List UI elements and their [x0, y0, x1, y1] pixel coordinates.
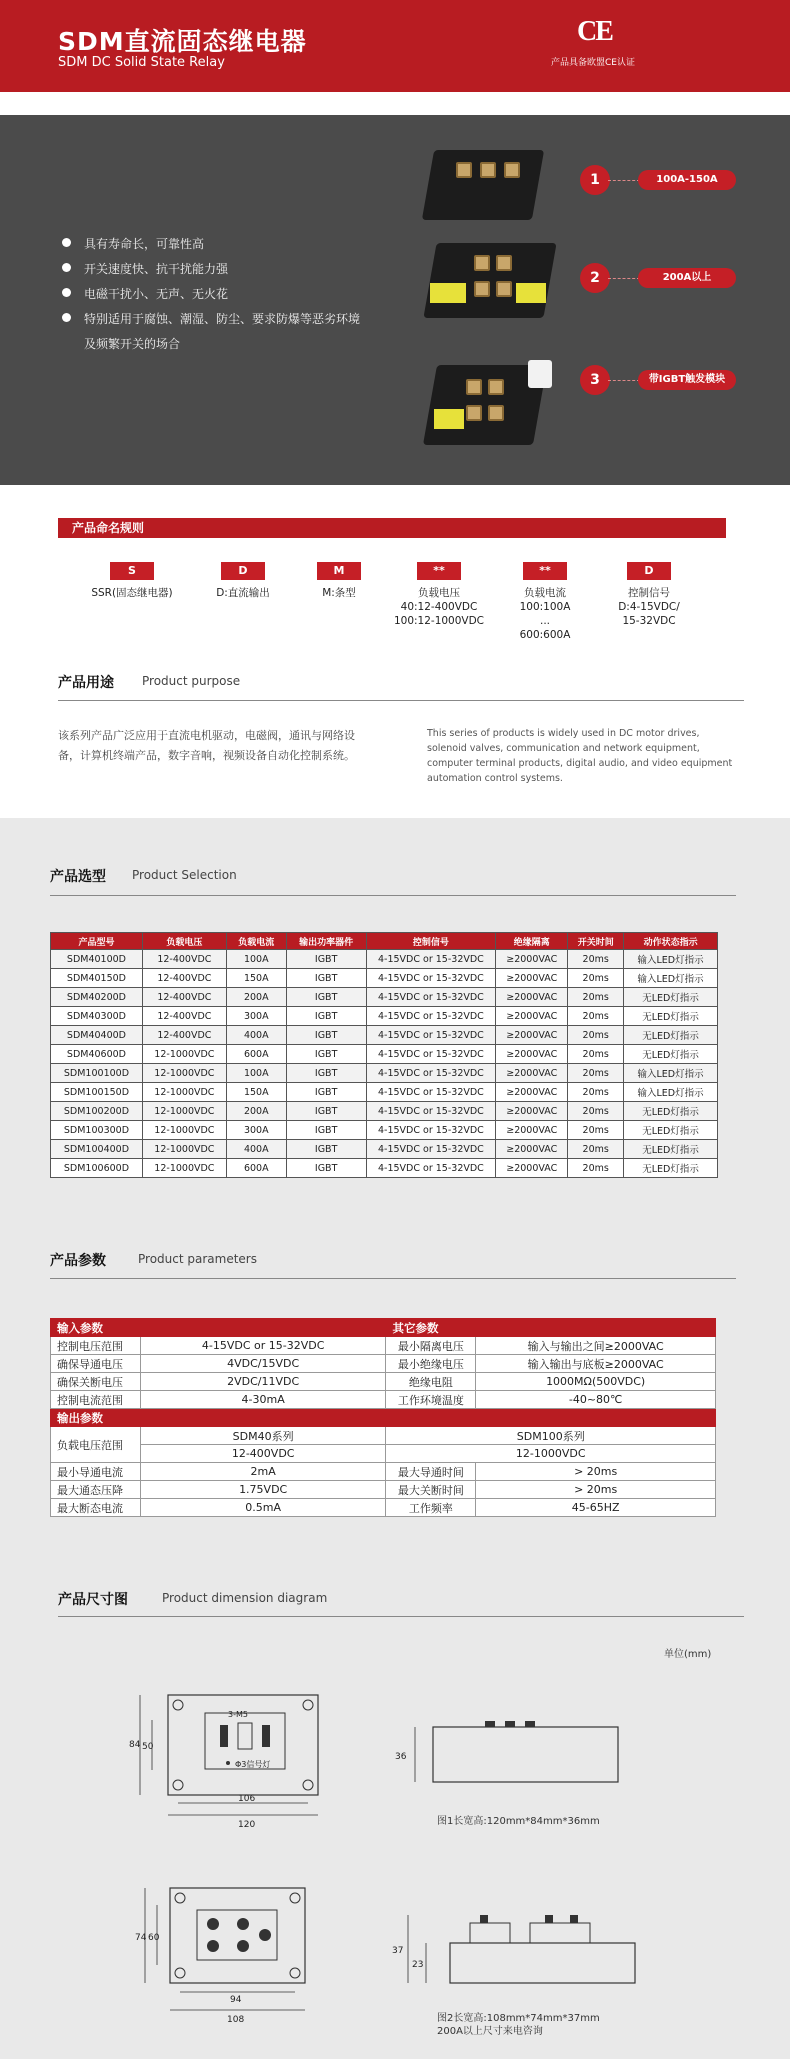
relay-image-3 — [430, 365, 550, 445]
divider — [50, 1278, 736, 1279]
table-cell: 100A — [226, 1064, 286, 1083]
table-cell: IGBT — [286, 1064, 366, 1083]
table-row — [51, 1121, 718, 1140]
table-cell: ≥2000VAC — [496, 1007, 568, 1026]
table-cell: 12-400VDC — [142, 1026, 226, 1045]
params-heading: 产品参数 — [50, 1253, 106, 1269]
table-cell: 无LED灯指示 — [624, 1159, 718, 1178]
ce-mark-icon: CE — [577, 16, 612, 47]
naming-rules-bar: 产品命名规则 — [58, 518, 726, 538]
table-cell: 12-400VDC — [142, 988, 226, 1007]
naming-col-current: ** 负载电流 100:100A ... 600:600A — [519, 564, 571, 641]
param-row: 控制电压范围 4-15VDC or 15-32VDC 最小隔离电压 输入与输出之间≥2000VAC — [51, 1337, 716, 1355]
fig1-led-label: Φ3信号灯 — [235, 1760, 271, 1769]
table-cell: 20ms — [568, 1159, 624, 1178]
column-header: 动作状态指示 — [624, 933, 718, 950]
fig1-top-view — [120, 1675, 360, 1850]
table-cell: 输入LED灯指示 — [624, 950, 718, 969]
table-cell: 20ms — [568, 1064, 624, 1083]
table-cell: 4-15VDC or 15-32VDC — [366, 1007, 496, 1026]
params-table — [50, 1318, 716, 1517]
table-cell: 300A — [226, 1121, 286, 1140]
table-cell: 4-15VDC or 15-32VDC — [366, 1064, 496, 1083]
divider — [58, 700, 744, 701]
table-cell: IGBT — [286, 1102, 366, 1121]
table-cell: 12-400VDC — [142, 969, 226, 988]
table-cell: 600A — [226, 1045, 286, 1064]
table-cell: 20ms — [568, 1026, 624, 1045]
table-cell: 20ms — [568, 950, 624, 969]
table-cell: SDM100100D — [51, 1064, 143, 1083]
table-cell: IGBT — [286, 988, 366, 1007]
table-cell: 无LED灯指示 — [624, 1102, 718, 1121]
table-cell: SDM40400D — [51, 1026, 143, 1045]
table-cell: 4-15VDC or 15-32VDC — [366, 1045, 496, 1064]
table-row — [51, 969, 718, 988]
variant-tag-1: 100A-150A — [638, 170, 736, 190]
column-header: 绝缘隔离 — [496, 933, 568, 950]
table-cell: 无LED灯指示 — [624, 1026, 718, 1045]
table-cell: 600A — [226, 1159, 286, 1178]
variant-tag-3: 带IGBT触发模块 — [638, 370, 736, 390]
hero-section: 具有寿命长，可靠性高 开关速度快、抗干扰能力强 电磁干扰小、无声、无火花 特别适用于腐蚀、潮湿、防尘、要求防爆等恶劣环境 及频繁开关的场合 1 100A-150A 2 200A以上 3 带IGBT触发模块 — [0, 115, 790, 485]
input-params-header: 输入参数 — [51, 1319, 386, 1337]
naming-col-control: D 控制信号 D:4-15VDC/ 15-32VDC — [618, 564, 680, 627]
fig2-body-height: 23 — [412, 1960, 424, 1970]
table-cell: 20ms — [568, 1140, 624, 1159]
table-cell: 150A — [226, 969, 286, 988]
table-cell: ≥2000VAC — [496, 1140, 568, 1159]
bullet-icon — [62, 263, 71, 272]
fig1-height: 36 — [395, 1752, 407, 1762]
header-banner — [0, 0, 790, 92]
table-cell: ≥2000VAC — [496, 950, 568, 969]
table-cell: 100A — [226, 950, 286, 969]
table-cell: 4-15VDC or 15-32VDC — [366, 1102, 496, 1121]
table-cell: ≥2000VAC — [496, 1083, 568, 1102]
table-row — [51, 1083, 718, 1102]
column-header: 负载电压 — [142, 933, 226, 950]
table-row — [51, 950, 718, 969]
table-cell: 300A — [226, 1007, 286, 1026]
output-params-header: 输出参数 — [51, 1409, 716, 1427]
table-cell: 12-1000VDC — [142, 1140, 226, 1159]
table-cell: 20ms — [568, 969, 624, 988]
variant-tag-2: 200A以上 — [638, 268, 736, 288]
dimension-heading: 产品尺寸图 — [58, 1592, 128, 1608]
fig2-caption: 图2长宽高:108mm*74mm*37mm 200A以上尺寸来电咨询 — [437, 2013, 600, 2037]
param-row: 最大通态压降 1.75VDC 最大关断时间 > 20ms — [51, 1481, 716, 1499]
param-row: 确保导通电压 4VDC/15VDC 最小绝缘电压 输入输出与底板≥2000VAC — [51, 1355, 716, 1373]
fig1-screw-label: 3-M5 — [228, 1710, 248, 1719]
selection-heading: 产品选型 — [50, 869, 106, 885]
table-cell: 无LED灯指示 — [624, 1045, 718, 1064]
column-header: 输出功率器件 — [286, 933, 366, 950]
relay-image-1 — [428, 150, 538, 220]
param-row: 负载电压范围 SDM40系列 SDM100系列 — [51, 1427, 716, 1445]
divider — [58, 1616, 744, 1617]
fig2-side-view — [390, 1905, 660, 2005]
table-cell: 150A — [226, 1083, 286, 1102]
table-cell: 4-15VDC or 15-32VDC — [366, 988, 496, 1007]
table-row — [51, 1102, 718, 1121]
table-cell: SDM40300D — [51, 1007, 143, 1026]
table-row — [51, 1007, 718, 1026]
table-cell: IGBT — [286, 1159, 366, 1178]
purpose-heading: 产品用途 — [58, 675, 114, 691]
param-row: 12-400VDC 12-1000VDC — [51, 1445, 716, 1463]
table-cell: 20ms — [568, 1045, 624, 1064]
purpose-heading-en: Product purpose — [142, 674, 241, 688]
table-cell: 4-15VDC or 15-32VDC — [366, 1026, 496, 1045]
bullet-icon — [62, 238, 71, 247]
table-cell: 无LED灯指示 — [624, 988, 718, 1007]
table-cell: ≥2000VAC — [496, 1121, 568, 1140]
column-header: 开关时间 — [568, 933, 624, 950]
bullet-icon — [62, 313, 71, 322]
table-cell: 12-400VDC — [142, 1007, 226, 1026]
table-cell: SDM40150D — [51, 969, 143, 988]
page-subtitle: SDM DC Solid State Relay — [58, 55, 225, 70]
table-cell: 20ms — [568, 1102, 624, 1121]
table-cell: 12-1000VDC — [142, 1083, 226, 1102]
param-row: 最大断态电流 0.5mA 工作频率 45-65HZ — [51, 1499, 716, 1517]
ce-certification-text: 产品具备欧盟CE认证 — [551, 58, 635, 68]
table-cell: 12-1000VDC — [142, 1102, 226, 1121]
table-cell: IGBT — [286, 1140, 366, 1159]
param-row: 确保关断电压 2VDC/11VDC 绝缘电阻 1000MΩ(500VDC) — [51, 1373, 716, 1391]
column-header: 控制信号 — [366, 933, 496, 950]
naming-col-ssr: S SSR(固态继电器) — [91, 564, 173, 599]
table-cell: ≥2000VAC — [496, 1064, 568, 1083]
variant-connector — [608, 278, 640, 279]
param-row: 控制电流范围 4-30mA 工作环境温度 -40~80℃ — [51, 1391, 716, 1409]
column-header: 负载电流 — [226, 933, 286, 950]
table-cell: 输入LED灯指示 — [624, 969, 718, 988]
relay-image-2 — [430, 243, 550, 318]
table-cell: 20ms — [568, 988, 624, 1007]
fig2-outer-width: 108 — [227, 2015, 245, 2025]
page-title: SDM直流固态继电器 — [58, 27, 307, 56]
table-row — [51, 1064, 718, 1083]
table-cell: 4-15VDC or 15-32VDC — [366, 1121, 496, 1140]
fig2-inner-width: 94 — [230, 1995, 242, 2005]
table-row — [51, 1045, 718, 1064]
fig1-side-view — [385, 1715, 645, 1805]
table-cell: SDM40600D — [51, 1045, 143, 1064]
table-cell: 12-400VDC — [142, 950, 226, 969]
table-cell: IGBT — [286, 950, 366, 969]
table-cell: SDM100400D — [51, 1140, 143, 1159]
table-cell: 20ms — [568, 1083, 624, 1102]
fig1-outer-height: 84 — [129, 1740, 141, 1750]
table-cell: 12-1000VDC — [142, 1121, 226, 1140]
table-header-row — [51, 933, 718, 950]
table-cell: 输入LED灯指示 — [624, 1083, 718, 1102]
table-cell: 12-1000VDC — [142, 1064, 226, 1083]
table-cell: ≥2000VAC — [496, 988, 568, 1007]
table-cell: IGBT — [286, 969, 366, 988]
unit-label: 单位(mm) — [664, 1649, 712, 1660]
fig2-inner-height: 60 — [148, 1933, 160, 1943]
column-header: 产品型号 — [51, 933, 143, 950]
variant-number-2: 2 — [580, 263, 610, 293]
naming-col-type: M M:条型 — [284, 562, 394, 600]
table-cell: ≥2000VAC — [496, 1045, 568, 1064]
fig1-inner-width: 106 — [238, 1794, 256, 1804]
naming-col-output: D D:直流输出 — [216, 564, 270, 599]
table-cell: 200A — [226, 1102, 286, 1121]
table-row — [51, 988, 718, 1007]
fig1-outer-width: 120 — [238, 1820, 256, 1830]
table-cell: SDM100600D — [51, 1159, 143, 1178]
divider — [50, 895, 736, 896]
table-cell: 400A — [226, 1140, 286, 1159]
fig1-inner-height: 50 — [142, 1742, 154, 1752]
table-cell: 4-15VDC or 15-32VDC — [366, 1140, 496, 1159]
table-row — [51, 1140, 718, 1159]
variant-connector — [608, 180, 640, 181]
table-cell: 12-1000VDC — [142, 1159, 226, 1178]
fig2-total-height: 37 — [392, 1946, 404, 1956]
param-row: 最小导通电流 2mA 最大导通时间 > 20ms — [51, 1463, 716, 1481]
table-cell: 4-15VDC or 15-32VDC — [366, 950, 496, 969]
variant-number-3: 3 — [580, 365, 610, 395]
table-cell: ≥2000VAC — [496, 969, 568, 988]
table-cell: SDM100300D — [51, 1121, 143, 1140]
selection-heading-en: Product Selection — [132, 868, 237, 882]
table-cell: 无LED灯指示 — [624, 1140, 718, 1159]
table-cell: 400A — [226, 1026, 286, 1045]
table-cell: 20ms — [568, 1007, 624, 1026]
table-cell: IGBT — [286, 1007, 366, 1026]
table-cell: 无LED灯指示 — [624, 1121, 718, 1140]
variant-number-1: 1 — [580, 165, 610, 195]
table-cell: SDM40100D — [51, 950, 143, 969]
table-cell: ≥2000VAC — [496, 1159, 568, 1178]
table-row — [51, 1026, 718, 1045]
table-cell: 4-15VDC or 15-32VDC — [366, 969, 496, 988]
table-cell: 无LED灯指示 — [624, 1007, 718, 1026]
bullet-icon — [62, 288, 71, 297]
naming-col-voltage: ** 负载电压 40:12-400VDC 100:12-1000VDC — [393, 564, 485, 627]
variant-connector — [608, 380, 640, 381]
fig2-top-view — [135, 1880, 350, 2035]
table-cell: 4-15VDC or 15-32VDC — [366, 1159, 496, 1178]
table-cell: ≥2000VAC — [496, 1026, 568, 1045]
table-cell: SDM40200D — [51, 988, 143, 1007]
purpose-text-en: This series of products is widely used in DC motor drives, solenoid valves, communication and network equipment, computer terminal products, digital audio, and video equipment automation control systems. — [427, 728, 733, 784]
table-cell: ≥2000VAC — [496, 1102, 568, 1121]
dimension-heading-en: Product dimension diagram — [162, 1591, 328, 1605]
other-params-header: 其它参数 — [386, 1319, 716, 1337]
table-cell: SDM100150D — [51, 1083, 143, 1102]
table-cell: 200A — [226, 988, 286, 1007]
table-cell: 12-1000VDC — [142, 1045, 226, 1064]
fig1-caption: 图1长宽高:120mm*84mm*36mm — [437, 1816, 600, 1827]
table-cell: 输入LED灯指示 — [624, 1064, 718, 1083]
table-cell: IGBT — [286, 1045, 366, 1064]
table-cell: IGBT — [286, 1121, 366, 1140]
fig2-outer-height: 74 — [135, 1933, 147, 1943]
table-cell: IGBT — [286, 1083, 366, 1102]
table-row — [51, 1159, 718, 1178]
table-cell: 4-15VDC or 15-32VDC — [366, 1083, 496, 1102]
table-cell: 20ms — [568, 1121, 624, 1140]
table-cell: IGBT — [286, 1026, 366, 1045]
selection-table — [50, 932, 718, 1178]
params-heading-en: Product parameters — [138, 1252, 257, 1266]
table-cell: SDM100200D — [51, 1102, 143, 1121]
purpose-text-cn: 该系列产品广泛应用于直流电机驱动，电磁阀，通讯与网络设备，计算机终端产品，数字音响，视频设备自动化控制系统。 — [58, 729, 355, 762]
